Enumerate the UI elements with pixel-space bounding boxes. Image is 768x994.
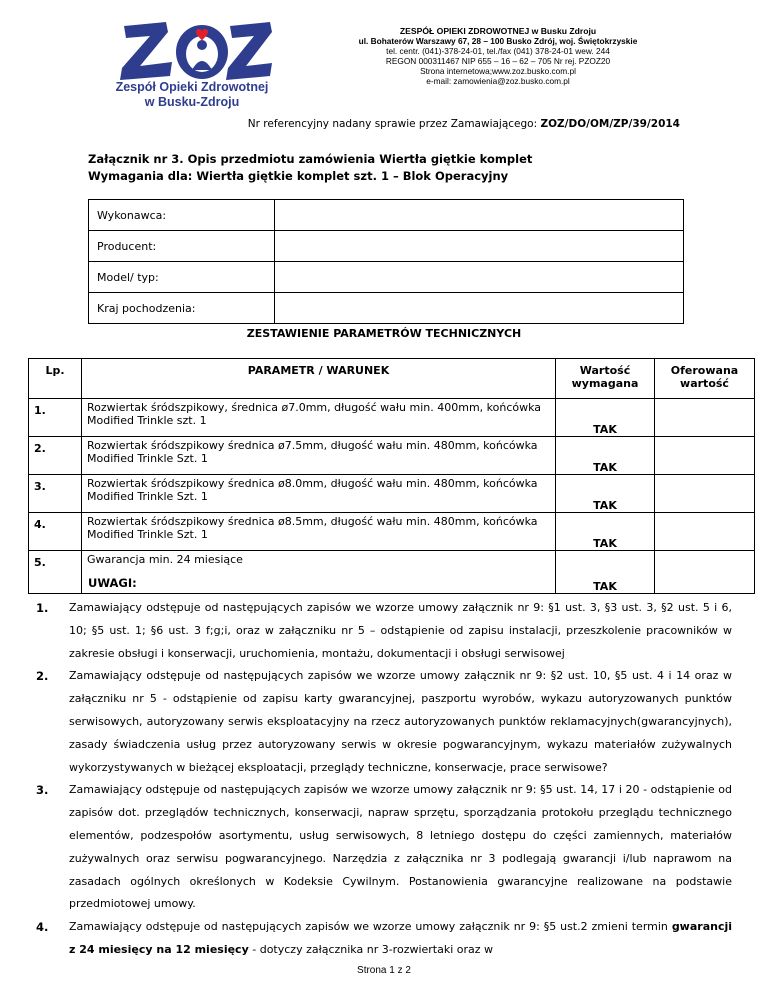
table-row	[89, 200, 684, 231]
remark-text: Zamawiający odstępuje od następujących zapisów we wzorze umowy załącznik nr 9: §5 ust.2 zmieni termin	[69, 920, 668, 934]
document-title: Załącznik nr 3. Opis przedmiotu zamówienia Wiertła giętkie komplet	[88, 152, 533, 166]
remarks-title: UWAGI:	[88, 576, 137, 590]
remark-number: 4.	[36, 920, 49, 935]
table-row	[29, 513, 755, 551]
row-parameter: Rozwiertak śródszpikowy średnica ø8.5mm, długość wału min. 480mm, końcówka Modified Trinkle Szt. 1	[82, 513, 556, 551]
row-number: 1.	[29, 399, 82, 437]
remark-text: Zamawiający odstępuje od następujących zapisów we wzorze umowy załącznik nr 9: §5 ust. 14, 17 i 20 - odstąpienie od zapisów dot. przeglądów technicznych, konserwacji, napraw sprzętu, sporządzania protokołu przeglądu technicznego elementów, podzespołów asortymentu, usług serwisowych, 8 letniego dostępu do części zamiennych, materiałów zużywalnych oraz serwisu pogwarancyjnego. Narzędzia z załącznika nr 3 podlegają gwarancji i/lub naprawom na zasadach ogólnych określonych w Kodeksie Cywilnym. Postanowienia gwarancyjne realizowane na podstawie przedmiotowej umowy.	[69, 783, 732, 911]
remark-text: Zamawiający odstępuje od następujących zapisów we wzorze umowy załącznik nr 9: §1 ust. 3, §3 ust. 3, §2 ust. 5 i 6, 10; §5 ust. 1; §6 ust. 3 f;g;i, oraz w załączniku nr 5 – odstąpienie od zapisu instalacji, przeszkolenie pracowników w zakresie obsługi i konserwacji, uruchomienia, montażu, dokumentacji i obsługi serwisowej	[69, 601, 732, 660]
country-label: Kraj pochodzenia:	[89, 293, 275, 324]
remarks-list	[36, 597, 732, 962]
header-lp: Lp.	[29, 359, 82, 399]
row-offered-cell[interactable]	[655, 513, 755, 551]
row-number: 5.	[29, 551, 82, 594]
remark-text: Zamawiający odstępuje od następujących zapisów we wzorze umowy załącznik nr 9: §2 ust. 10, §5 ust. 4 i 14 oraz w załączniku nr 5 - odstąpienie od zapisu karty gwarancyjnej, paszportu wyrobów, wykazu autoryzowanych punktów serwisowych, autoryzowany serwis eksploatacyjny na rzecz autoryzowanych punktów reklamacyjnych(gwarancyjnych), zasady świadczenia usług przez autoryzowany serwis w okresie pogwarancyjnym, wykazu materiałów zużywalnych wykorzystywanych w bieżącej eksploatacji, przeglądy techniczne, konserwacje, prace serwisowe?	[69, 669, 732, 774]
list-item	[36, 597, 732, 665]
row-required: TAK	[556, 475, 655, 513]
org-email: e-mail: zamowienia@zoz.busko.com.pl	[426, 76, 570, 86]
table-row	[89, 231, 684, 262]
table-row	[89, 262, 684, 293]
row-parameter: Gwarancja min. 24 miesiące	[82, 551, 556, 594]
remark-text-bold: gwarancji z 24 miesięcy na 12 miesięcy	[69, 920, 733, 956]
reference-value: ZOZ/DO/OM/ZP/39/2014	[540, 118, 680, 130]
row-parameter: Rozwiertak śródszpikowy średnica ø7.5mm, długość wału min. 480mm, końcówka Modified Trinkle Szt. 1	[82, 437, 556, 475]
vendor-value-cell[interactable]	[275, 200, 684, 231]
remark-number: 1.	[36, 601, 49, 615]
org-phone: tel. centr. (041)-378-24-01, tel./fax (041) 378-24-01 wew. 244	[386, 46, 610, 56]
logo-caption	[112, 80, 272, 110]
parameters-table	[28, 358, 755, 594]
document-subtitle: Wymagania dla: Wiertła giętkie komplet szt. 1 – Blok Operacyjny	[88, 169, 509, 183]
list-item	[36, 779, 732, 916]
remark-number: 3.	[36, 783, 49, 798]
list-item	[36, 916, 732, 962]
row-parameter: Rozwiertak śródszpikowy, średnica ø7.0mm, długość wału min. 400mm, końcówka Modified Trinkle szt. 1	[82, 399, 556, 437]
row-offered-cell[interactable]	[655, 551, 755, 594]
producer-label: Producent:	[89, 231, 275, 262]
row-number: 4.	[29, 513, 82, 551]
org-name: ZESPÓŁ OPIEKI ZDROWOTNEJ w Busku Zdroju	[399, 26, 597, 36]
country-value-cell[interactable]	[275, 293, 684, 324]
model-label: Model/ typ:	[89, 262, 275, 293]
row-number: 3.	[29, 475, 82, 513]
section-title: ZESTAWIENIE PARAMETRÓW TECHNICZNYCH	[246, 327, 522, 340]
table-row	[29, 475, 755, 513]
header-parameter: PARAMETR / WARUNEK	[82, 359, 556, 399]
table-row	[89, 293, 684, 324]
page-number: Strona 1 z 2	[357, 965, 411, 976]
table-row	[29, 551, 755, 594]
remark-number: 2.	[36, 669, 49, 684]
reference-number	[248, 118, 680, 130]
producer-value-cell[interactable]	[275, 231, 684, 262]
row-offered-cell[interactable]	[655, 437, 755, 475]
row-required: TAK	[556, 399, 655, 437]
table-row	[29, 437, 755, 475]
row-required: TAK	[556, 437, 655, 475]
row-offered-cell[interactable]	[655, 399, 755, 437]
organization-info	[318, 26, 678, 86]
org-regon: REGON 000311467 NIP 655 – 16 – 62 – 705 Nr rej. PZOZ20	[385, 56, 611, 66]
remark-text-tail: - dotyczy załącznika nr 3-rozwiertaki oraz w	[252, 942, 494, 956]
row-number: 2.	[29, 437, 82, 475]
org-website: Strona internetowa;www.zoz.busko.com.pl	[420, 66, 576, 76]
reference-label: Nr referencyjny nadany sprawie przez Zamawiającego:	[247, 118, 538, 130]
zoz-logo-graphic	[106, 18, 274, 84]
list-item	[36, 665, 732, 779]
logo-caption-line2: w Busku-Zdroju	[144, 95, 240, 109]
logo-caption-line1: Zespół Opieki Zdrowotnej	[115, 80, 269, 94]
vendor-info-table	[88, 199, 684, 324]
table-row	[29, 399, 755, 437]
row-offered-cell[interactable]	[655, 475, 755, 513]
header-offered: Oferowana wartość	[655, 359, 755, 399]
row-required: TAK	[556, 513, 655, 551]
row-required: TAK	[556, 551, 655, 594]
org-address: ul. Bohaterów Warszawy 67, 28 – 100 Busko Zdrój, woj. Świętokrzyskie	[358, 36, 638, 46]
row-parameter: Rozwiertak śródszpikowy średnica ø8.0mm, długość wału min. 480mm, końcówka Modified Trinkle Szt. 1	[82, 475, 556, 513]
table-header-row	[29, 359, 755, 399]
model-value-cell[interactable]	[275, 262, 684, 293]
vendor-label: Wykonawca:	[89, 200, 275, 231]
header-required: Wartość wymagana	[556, 359, 655, 399]
